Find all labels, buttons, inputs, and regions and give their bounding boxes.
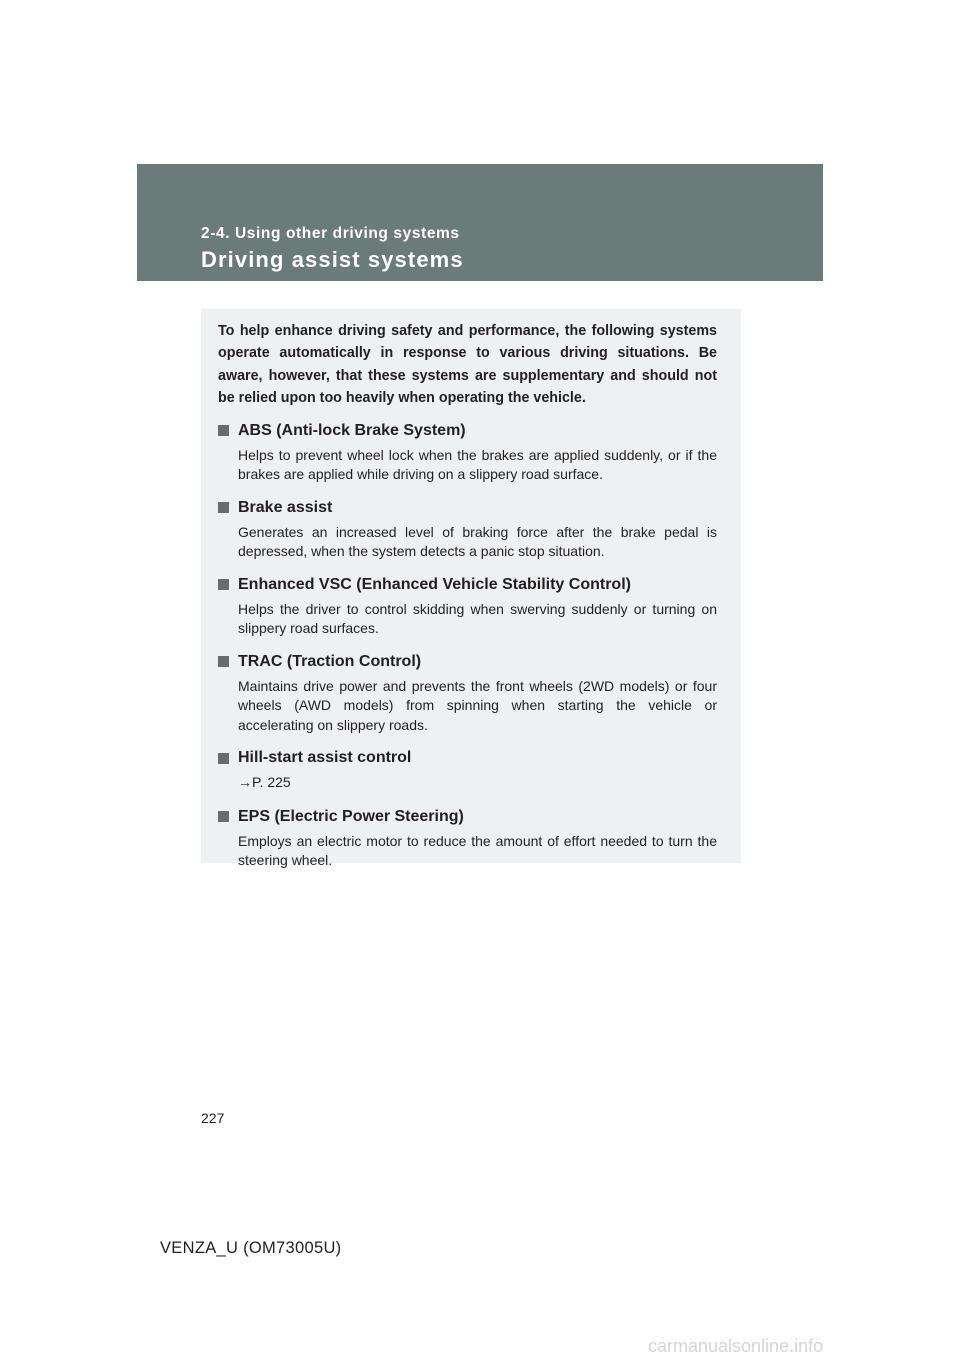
section-title: Enhanced VSC (Enhanced Vehicle Stability Control) <box>238 575 631 593</box>
section-body: Employs an electric motor to reduce the amount of effort needed to turn the steering wheel. <box>238 832 717 869</box>
section-eps <box>218 806 717 871</box>
section-title: TRAC (Traction Control) <box>238 652 422 670</box>
page-reference-link[interactable]: →P. 225 <box>238 774 291 791</box>
intro-paragraph: To help enhance driving safety and performance, the following systems operate automatically in response to various driving situations. Be aware, however, that these systems are supplementary and should not be relied upon too heavily when operating the vehicle. <box>218 323 717 407</box>
page-number: 227 <box>201 1110 225 1126</box>
section-label: 2-4. Using other driving systems <box>201 225 460 242</box>
header-band <box>137 164 823 281</box>
section-enhanced-vsc <box>218 574 717 639</box>
page-title: Driving assist systems <box>201 247 464 272</box>
square-bullet-icon <box>218 425 229 436</box>
section-body: Maintains drive power and prevents the front wheels (2WD models) or four wheels (AWD models) from spinning when starting the vehicle or accelerating on slippery roads. <box>238 677 717 733</box>
square-bullet-icon <box>218 579 229 590</box>
section-body: Generates an increased level of braking force after the brake pedal is depressed, when the system detects a panic stop situation. <box>238 523 717 560</box>
section-brake-assist <box>218 497 717 562</box>
manual-code: VENZA_U (OM73005U) <box>160 1239 342 1257</box>
section-hill-start <box>218 747 717 793</box>
section-title: Brake assist <box>238 498 333 516</box>
content-box <box>201 309 741 869</box>
section-trac <box>218 651 717 736</box>
section-title: ABS (Anti-lock Brake System) <box>238 421 466 439</box>
square-bullet-icon <box>218 656 229 667</box>
section-body: Helps the driver to control skidding when swerving suddenly or turning on slippery road surfaces. <box>238 600 717 637</box>
square-bullet-icon <box>218 811 229 822</box>
square-bullet-icon <box>218 502 229 513</box>
section-title: Hill-start assist control <box>238 749 412 767</box>
section-abs <box>218 420 717 485</box>
watermark: carmanualsonline.info <box>648 1336 824 1356</box>
square-bullet-icon <box>218 753 229 764</box>
section-title: EPS (Electric Power Steering) <box>238 807 464 825</box>
section-body: Helps to prevent wheel lock when the brakes are applied suddenly, or if the brakes are applied while driving on a slippery road surface. <box>238 446 717 483</box>
